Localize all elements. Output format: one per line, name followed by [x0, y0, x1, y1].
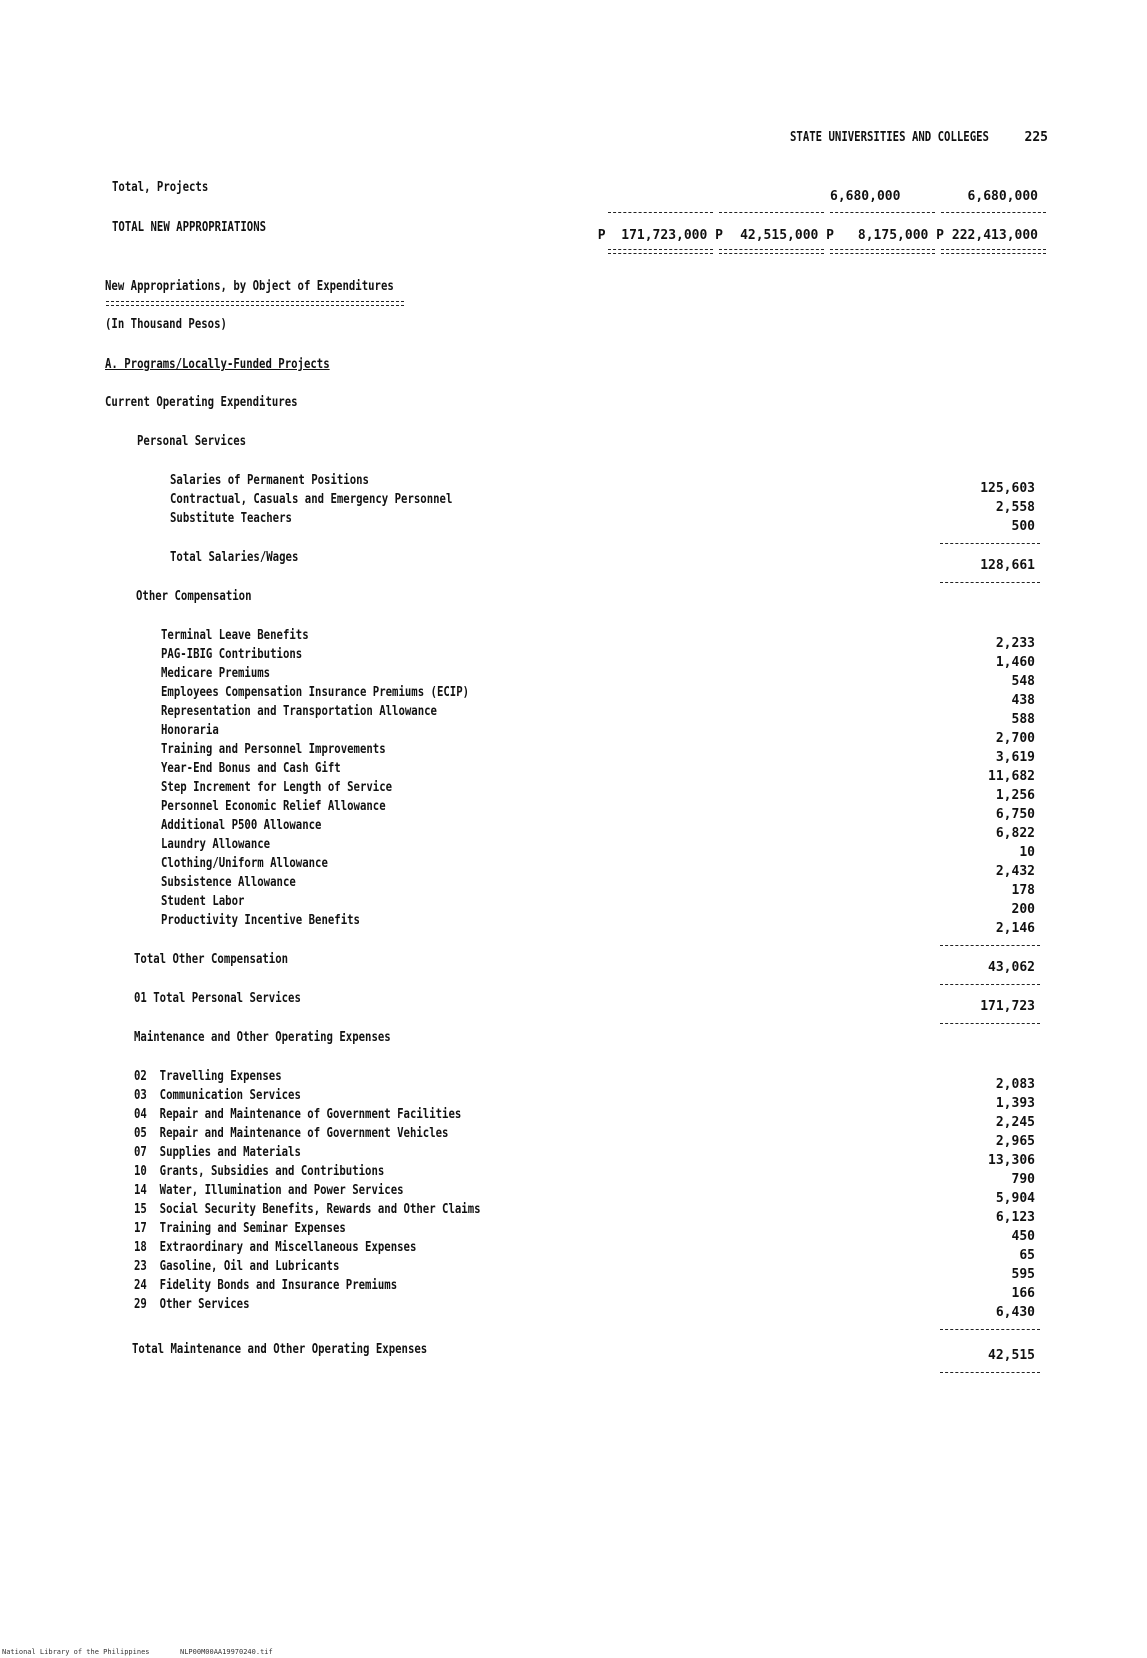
total-projects-col3: 6,680,000 [830, 189, 901, 204]
list-item-label: Additional P500 Allowance [161, 818, 322, 833]
list-item-label: 24 Fidelity Bonds and Insurance Premiums [134, 1278, 398, 1293]
section-title-rule [106, 301, 404, 306]
list-item-value: 6,822 [995, 826, 1035, 841]
list-item-value: 1,393 [995, 1096, 1035, 1111]
list-item-value: 13,306 [988, 1153, 1035, 1168]
list-item-value: 6,750 [995, 807, 1035, 822]
rule [719, 212, 824, 213]
page-number: 225 [1024, 130, 1048, 145]
list-item-label: Employees Compensation Insurance Premiums (ECIP) [161, 685, 470, 700]
list-item-value: 450 [1011, 1229, 1035, 1244]
rule [830, 212, 935, 213]
list-item-label: Subsistence Allowance [161, 875, 296, 890]
list-item-value: 5,904 [995, 1191, 1035, 1206]
rule [940, 1329, 1040, 1330]
list-item-label: 02 Travelling Expenses [134, 1069, 282, 1084]
list-item-value: 790 [1011, 1172, 1035, 1187]
rule [940, 543, 1040, 544]
rule [608, 212, 713, 213]
list-item-label: 05 Repair and Maintenance of Government Vehicles [134, 1126, 449, 1141]
list-item-label: 03 Communication Services [134, 1088, 301, 1103]
total-mooe-value: 42,515 [988, 1348, 1035, 1363]
total-new-col2: 42,515,000 P [740, 228, 834, 243]
rule [941, 212, 1046, 213]
total-projects-label: Total, Projects [112, 180, 209, 195]
current-expenditures-heading: Current Operating Expenditures [105, 395, 298, 410]
list-item-label: Substitute Teachers [170, 511, 292, 526]
list-item-value: 166 [1011, 1286, 1035, 1301]
list-item-label: Year-End Bonus and Cash Gift [161, 761, 341, 776]
list-item-value: 11,682 [988, 769, 1035, 784]
total-new-total: 222,413,000 [951, 228, 1038, 243]
list-item-label: Clothing/Uniform Allowance [161, 856, 328, 871]
rule [940, 582, 1040, 583]
list-item-value: 178 [1011, 883, 1035, 898]
list-item-value: 595 [1011, 1267, 1035, 1282]
list-item-label: 15 Social Security Benefits, Rewards and Other Claims [134, 1202, 481, 1217]
double-rule [719, 249, 824, 254]
total-projects-total: 6,680,000 [967, 189, 1038, 204]
double-rule [941, 249, 1046, 254]
list-item-label: Honoraria [161, 723, 219, 738]
program-heading: A. Programs/Locally-Funded Projects [105, 357, 330, 372]
list-item-label: Contractual, Casuals and Emergency Personnel [170, 492, 453, 507]
rule [940, 1372, 1040, 1373]
total-salaries-label: Total Salaries/Wages [170, 550, 299, 565]
list-item-label: 14 Water, Illumination and Power Services [134, 1183, 404, 1198]
section-title: New Appropriations, by Object of Expenditures [105, 279, 394, 294]
total-other-compensation-value: 43,062 [988, 960, 1035, 975]
list-item-label: PAG-IBIG Contributions [161, 647, 303, 662]
list-item-label: Salaries of Permanent Positions [170, 473, 369, 488]
list-item-label: Representation and Transportation Allowance [161, 704, 437, 719]
list-item-value: 2,432 [995, 864, 1035, 879]
running-header-title: STATE UNIVERSITIES AND COLLEGES [790, 130, 989, 145]
rule [940, 984, 1040, 985]
list-item-label: 10 Grants, Subsidies and Contributions [134, 1164, 385, 1179]
double-rule [830, 249, 935, 254]
list-item-label: Productivity Incentive Benefits [161, 913, 360, 928]
list-item-label: Step Increment for Length of Service [161, 780, 393, 795]
list-item-value: 10 [1019, 845, 1035, 860]
footer-file: NLP00M00AA19970240.tif [180, 1648, 273, 1656]
list-item-value: 1,256 [995, 788, 1035, 803]
total-personal-services-value: 171,723 [980, 999, 1035, 1014]
list-item-value: 548 [1011, 674, 1035, 689]
rule [940, 1023, 1040, 1024]
list-item-label: Student Labor [161, 894, 245, 909]
total-mooe-label: Total Maintenance and Other Operating Expenses [132, 1342, 428, 1357]
total-new-appropriations-label: TOTAL NEW APPROPRIATIONS [112, 220, 267, 235]
list-item-label: Terminal Leave Benefits [161, 628, 309, 643]
list-item-value: 2,700 [995, 731, 1035, 746]
list-item-value: 438 [1011, 693, 1035, 708]
list-item-value: 65 [1019, 1248, 1035, 1263]
list-item-label: 29 Other Services [134, 1297, 250, 1312]
footer-library: National Library of the Philippines [2, 1648, 150, 1656]
list-item-value: 2,146 [995, 921, 1035, 936]
other-compensation-heading: Other Compensation [136, 589, 252, 604]
total-salaries-value: 128,661 [980, 558, 1035, 573]
list-item-value: 3,619 [995, 750, 1035, 765]
total-other-compensation-label: Total Other Compensation [134, 952, 289, 967]
list-item-label: 17 Training and Seminar Expenses [134, 1221, 346, 1236]
total-new-col3: 8,175,000 P [857, 228, 944, 243]
list-item-label: 18 Extraordinary and Miscellaneous Expenses [134, 1240, 417, 1255]
double-rule [608, 249, 713, 254]
total-new-col1: P 171,723,000 P [597, 228, 723, 243]
list-item-label: Personnel Economic Relief Allowance [161, 799, 386, 814]
list-item-label: Medicare Premiums [161, 666, 271, 681]
rule [940, 945, 1040, 946]
list-item-label: 04 Repair and Maintenance of Government Facilities [134, 1107, 462, 1122]
list-item-label: Training and Personnel Improvements [161, 742, 386, 757]
list-item-value: 1,460 [995, 655, 1035, 670]
list-item-value: 200 [1011, 902, 1035, 917]
list-item-label: 23 Gasoline, Oil and Lubricants [134, 1259, 340, 1274]
list-item-value: 2,558 [995, 500, 1035, 515]
list-item-value: 125,603 [980, 481, 1035, 496]
section-subtitle: (In Thousand Pesos) [105, 317, 227, 332]
total-personal-services-label: 01 Total Personal Services [134, 991, 301, 1006]
list-item-value: 500 [1011, 519, 1035, 534]
list-item-value: 2,245 [995, 1115, 1035, 1130]
list-item-value: 2,083 [995, 1077, 1035, 1092]
list-item-value: 2,233 [995, 636, 1035, 651]
list-item-value: 588 [1011, 712, 1035, 727]
list-item-value: 6,123 [995, 1210, 1035, 1225]
list-item-value: 2,965 [995, 1134, 1035, 1149]
personal-services-heading: Personal Services [137, 434, 247, 449]
list-item-label: Laundry Allowance [161, 837, 271, 852]
list-item-value: 6,430 [995, 1305, 1035, 1320]
list-item-label: 07 Supplies and Materials [134, 1145, 301, 1160]
mooe-heading: Maintenance and Other Operating Expenses [134, 1030, 391, 1045]
